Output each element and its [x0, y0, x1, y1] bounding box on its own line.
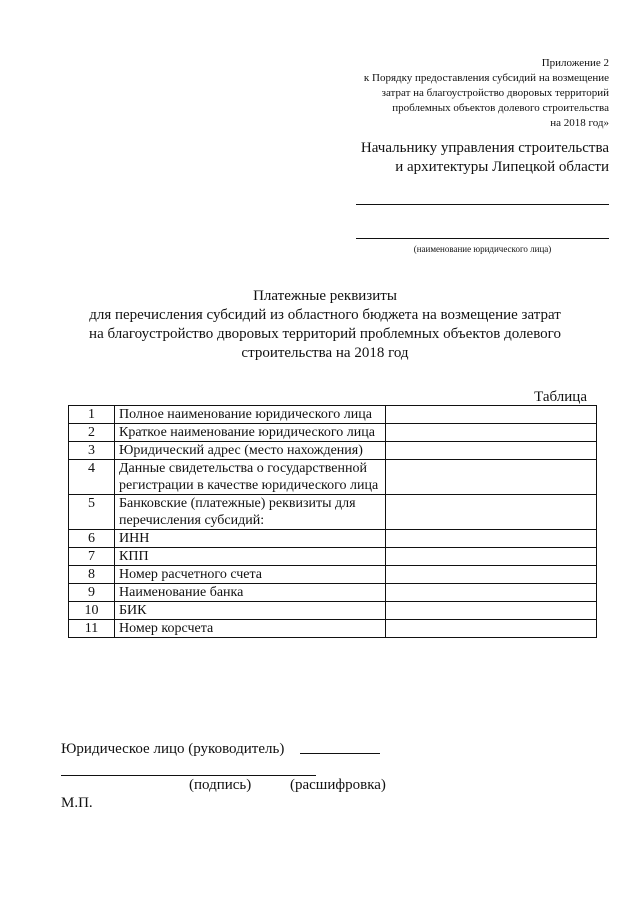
row-value-cell: [386, 548, 597, 566]
row-number: 3: [69, 442, 115, 460]
title-line: строительства на 2018 год: [241, 345, 409, 361]
row-value-cell: [386, 442, 597, 460]
row-number: 8: [69, 566, 115, 584]
table-row: [69, 460, 597, 495]
entity-caption: (наименование юридического лица): [413, 244, 552, 254]
table-row: [69, 620, 597, 638]
row-number: 9: [69, 584, 115, 602]
table-row: [69, 566, 597, 584]
appendix-line: к Порядку предоставления субсидий на возмещение: [363, 72, 609, 84]
entity-name-line: [356, 238, 609, 239]
row-label: ИНН: [115, 530, 386, 548]
signature-name-line: [61, 775, 316, 776]
table-row: [69, 548, 597, 566]
appendix-line: Приложение 2: [541, 57, 609, 69]
row-value-cell: [386, 406, 597, 424]
row-label: Банковские (платежные) реквизиты для перечисления субсидий:: [115, 495, 386, 530]
title-line: Платежные реквизиты: [253, 288, 397, 304]
row-label: Наименование банка: [115, 584, 386, 602]
row-value-cell: [386, 530, 597, 548]
addressee-line: Начальнику управления строительства: [360, 140, 609, 156]
signature-caption: (подпись): [189, 777, 252, 793]
row-label: Номер корсчета: [115, 620, 386, 638]
row-label: Юридический адрес (место нахождения): [115, 442, 386, 460]
row-value-cell: [386, 424, 597, 442]
row-number: 4: [69, 460, 115, 495]
row-value-cell: [386, 495, 597, 530]
addressee-line: и архитектуры Липецкой области: [395, 159, 609, 175]
appendix-header: [309, 56, 609, 131]
table-row: [69, 584, 597, 602]
decryption-caption: (расшифровка): [290, 777, 386, 793]
signature-line: [300, 753, 380, 754]
table-row: [69, 530, 597, 548]
blank-line: [356, 204, 609, 205]
row-number: 11: [69, 620, 115, 638]
row-number: 1: [69, 406, 115, 424]
row-label: Полное наименование юридического лица: [115, 406, 386, 424]
row-number: 5: [69, 495, 115, 530]
title-line: для перечисления субсидий из областного бюджета на возмещение затрат: [89, 307, 561, 323]
title-line: на благоустройство дворовых территорий проблемных объектов долевого: [89, 326, 561, 342]
stamp-place-label: М.П.: [61, 795, 93, 811]
row-number: 6: [69, 530, 115, 548]
row-value-cell: [386, 584, 597, 602]
signature-label: Юридическое лицо (руководитель): [61, 741, 285, 757]
table-row: [69, 495, 597, 530]
document-title: [60, 287, 590, 363]
appendix-line: проблемных объектов долевого строительства: [392, 102, 609, 114]
row-value-cell: [386, 460, 597, 495]
row-value-cell: [386, 566, 597, 584]
row-label: Данные свидетельства о государственной регистрации в качестве юридического лица: [115, 460, 386, 495]
table-row: [69, 442, 597, 460]
row-label: Номер расчетного счета: [115, 566, 386, 584]
row-number: 2: [69, 424, 115, 442]
row-label: Краткое наименование юридического лица: [115, 424, 386, 442]
requisites-table: [68, 405, 597, 638]
row-label: БИК: [115, 602, 386, 620]
row-number: 7: [69, 548, 115, 566]
row-label: КПП: [115, 548, 386, 566]
table-row: [69, 424, 597, 442]
appendix-line: затрат на благоустройство дворовых территорий: [381, 87, 609, 99]
addressee: [289, 139, 609, 177]
row-value-cell: [386, 620, 597, 638]
table-caption: Таблица: [534, 389, 587, 405]
appendix-line: на 2018 год»: [550, 117, 609, 129]
table-row: [69, 602, 597, 620]
row-number: 10: [69, 602, 115, 620]
row-value-cell: [386, 602, 597, 620]
table-row: [69, 406, 597, 424]
